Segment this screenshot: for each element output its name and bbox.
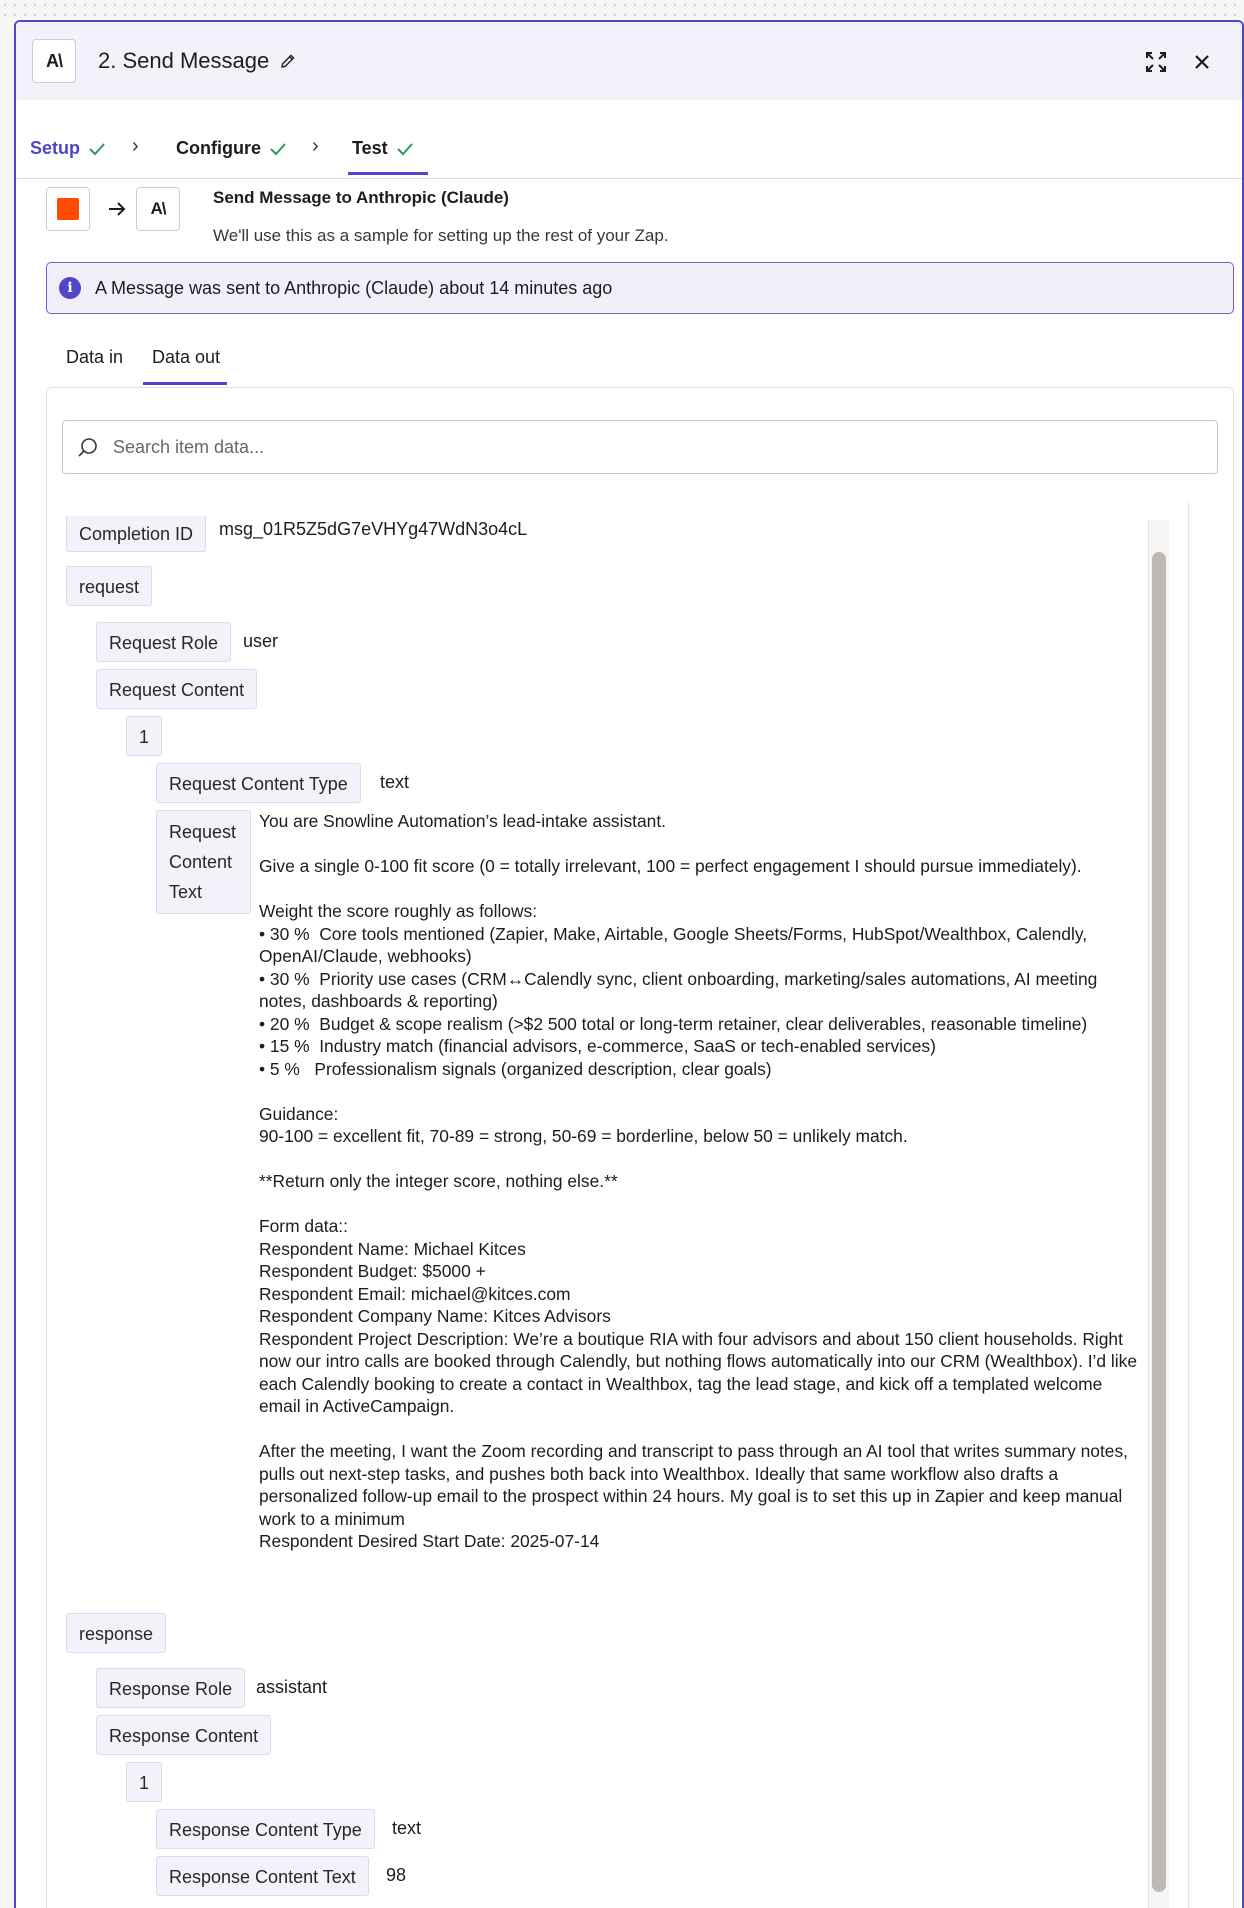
response-role-key: Response Role: [96, 1668, 245, 1708]
step-setup-label: Setup: [30, 138, 81, 158]
response-content-text-value[interactable]: 98: [386, 1865, 407, 1885]
completion-id-value[interactable]: msg_01R5Z5dG7eVHYg47WdN3o4cL: [219, 519, 528, 539]
canvas-dots: [0, 0, 1244, 20]
info-banner-text: A Message was sent to Anthropic (Claude) about 14 minutes ago: [95, 277, 613, 298]
request-content-text-key: Request Content Text: [156, 810, 251, 914]
response-key[interactable]: response: [66, 1613, 166, 1653]
summary-title: Send Message to Anthropic (Claude): [213, 188, 509, 207]
edit-pencil-icon[interactable]: [279, 52, 297, 70]
active-tab-indicator: [143, 382, 227, 385]
step-title[interactable]: [98, 48, 297, 74]
request-content-text-value[interactable]: You are Snowline Automation’s lead-intake assistant. Give a single 0-100 fit score (0 = totally irrelevant, 100 = perfect engagement I should pursue immediately). Weight the score roughly as follows: • 30 % Core tools mentioned (Zapier, Make, Airtable, Google Sheets/Forms, HubSpot/Wealthbox, Calendly, OpenAI/Claude, webhooks) • 30 % Priority use cases (CRM↔Calendly sync, client onboarding, marketing/sales automations, AI meeting notes, dashboards & reporting) • 20 % Budget & scope realism (>$2 500 total or long-term retainer, clear deliverables, reasonable timeline) • 15 % Industry match (financial advisors, e-commerce, SaaS or tech-enabled services) • 5 % Professionalism signals (organized description, clear goals) Guidance: 90-100 = excellent fit, 70-89 = strong, 50-69 = borderline, below 50 = unlikely match. **Return only the integer score, nothing else.** Form data:: Respondent Name: Michael Kitces Respondent Budget: $5000 + Respondent Email: michael@kitces.com Respondent Company Name: Kitces Advisors Respondent Project Description: We’re a boutique RIA with four advisors and about 150 client households. Right now our intro calls are booked through Calendly, but nothing flows automatically into our CRM (Wealthbox). I’d like each Calendly booking to create a contact in Wealthbox, tag the lead stage, and kick off a templated welcome email in ActiveCampaign. After the meeting, I want the Zoom recording and transcript to pass through an AI tool that writes summary notes, pulls out next-step tasks, and pushes both back into Wealthbox. Ideally that same workflow also drafts a personalized follow-up email to the prospect within 24 hours. My goal is to set this up in Zapier and keep manual work to a minimum Respondent Desired Start Date: 2025-07-14: [259, 811, 1138, 1551]
response-role-value[interactable]: assistant: [256, 1677, 328, 1697]
panel-header: [16, 22, 1242, 100]
request-content-type-value[interactable]: text: [380, 772, 410, 792]
stepper: [16, 100, 1242, 179]
info-banner: [46, 262, 1234, 314]
tab-data-out[interactable]: Data out: [152, 347, 221, 367]
request-key[interactable]: request: [66, 566, 152, 606]
check-icon: [88, 142, 106, 156]
trigger-app-icon: [46, 187, 90, 231]
scrollbar-thumb[interactable]: [1152, 552, 1166, 1892]
action-app-icon: A\: [136, 187, 180, 231]
search-icon: [77, 436, 99, 458]
check-icon: [269, 142, 287, 156]
step-setup[interactable]: [30, 138, 106, 159]
step-configure-label: Configure: [176, 138, 261, 158]
check-icon: [396, 142, 414, 156]
response-content-index[interactable]: 1: [126, 1762, 162, 1802]
chevron-right-icon: ›: [312, 135, 319, 157]
request-role-key: Request Role: [96, 622, 231, 662]
chevron-right-icon: ›: [132, 135, 139, 157]
info-icon: i: [59, 277, 81, 299]
close-icon[interactable]: [1188, 48, 1216, 76]
step-configure[interactable]: [176, 138, 287, 159]
request-role-value[interactable]: user: [243, 631, 279, 651]
expand-icon[interactable]: [1142, 48, 1170, 76]
anthropic-logo: A\: [32, 39, 76, 83]
active-step-indicator: [348, 172, 428, 175]
search-box: [62, 420, 1218, 474]
request-content-type-key: Request Content Type: [156, 763, 361, 803]
step-panel: [14, 20, 1244, 1908]
summary-subtitle: We'll use this as a sample for setting up the rest of your Zap.: [213, 226, 669, 245]
response-content-text-key: Response Content Text: [156, 1856, 369, 1896]
tab-data-in[interactable]: Data in: [66, 347, 124, 367]
step-test[interactable]: [352, 138, 414, 159]
request-content-key[interactable]: Request Content: [96, 669, 257, 709]
response-content-type-value[interactable]: text: [392, 1818, 422, 1838]
step-test-label: Test: [352, 138, 388, 158]
response-content-key[interactable]: Response Content: [96, 1715, 271, 1755]
search-input[interactable]: [111, 436, 1195, 459]
response-content-type-key: Response Content Type: [156, 1809, 375, 1849]
step-title-label: 2. Send Message: [98, 48, 270, 73]
arrow-right-icon: [106, 194, 128, 224]
request-content-index[interactable]: 1: [126, 716, 162, 756]
divider: [1188, 502, 1189, 1908]
completion-id-key: Completion ID: [66, 516, 206, 552]
